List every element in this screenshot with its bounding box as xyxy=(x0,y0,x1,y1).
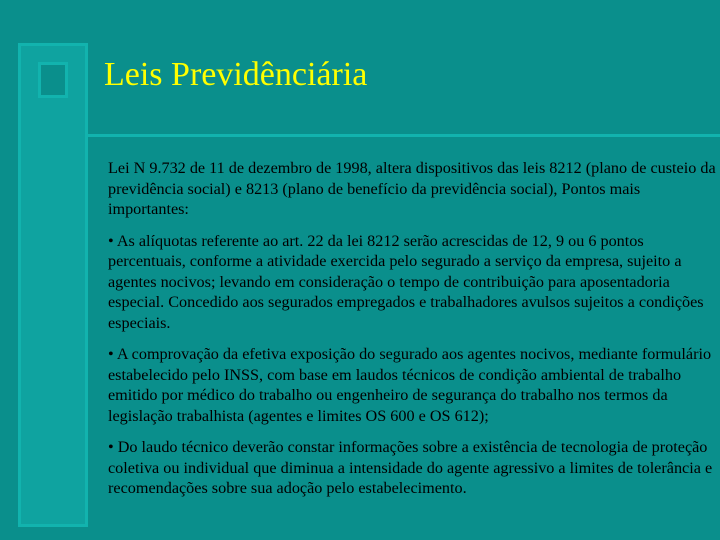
slide-title: Leis Previdênciária xyxy=(104,56,368,93)
decorative-inner-square xyxy=(38,62,68,98)
slide-body xyxy=(108,158,720,510)
decorative-frame xyxy=(18,43,88,527)
intro-paragraph: Lei N 9.732 de 11 de dezembro de 1998, altera dispositivos das leis 8212 (plano de custeio da previdência social) e 8213 (plano de benefício da previdência social), Pontos mais importantes: xyxy=(108,159,716,218)
bullet-laudo-tecnico: • Do laudo técnico deverão constar informações sobre a existência de tecnologia de proteção coletiva ou individual que diminua a intensidade do agente agressivo a limites de tolerância e recomendações sobre sua adoção pelo estabelecimento. xyxy=(108,438,713,497)
bullet-comprovacao: • A comprovação da efetiva exposição do segurado aos agentes nocivos, mediante formulário estabelecido pelo INSS, com base em laudos técnicos de condição ambiental de trabalho emitido por médico do trabalho ou engenheiro de segurança do trabalho nos termos da legislação trabalhista (agentes e limites OS 600 e OS 612); xyxy=(108,345,712,425)
bullet-aliquotas: • As alíquotas referente ao art. 22 da lei 8212 serão acrescidas de 12, 9 ou 6 pontos percentuais, conforme a atividade exercida pelo segurado a serviço da empresa, sujeito a agentes nocivos; levando em consideração o tempo de contribuição para aposentadoria especial. Concedido aos segurados empregados e trabalhadores avulsos sujeitos a condições especiais. xyxy=(108,231,704,332)
decorative-divider-bar xyxy=(88,134,720,137)
